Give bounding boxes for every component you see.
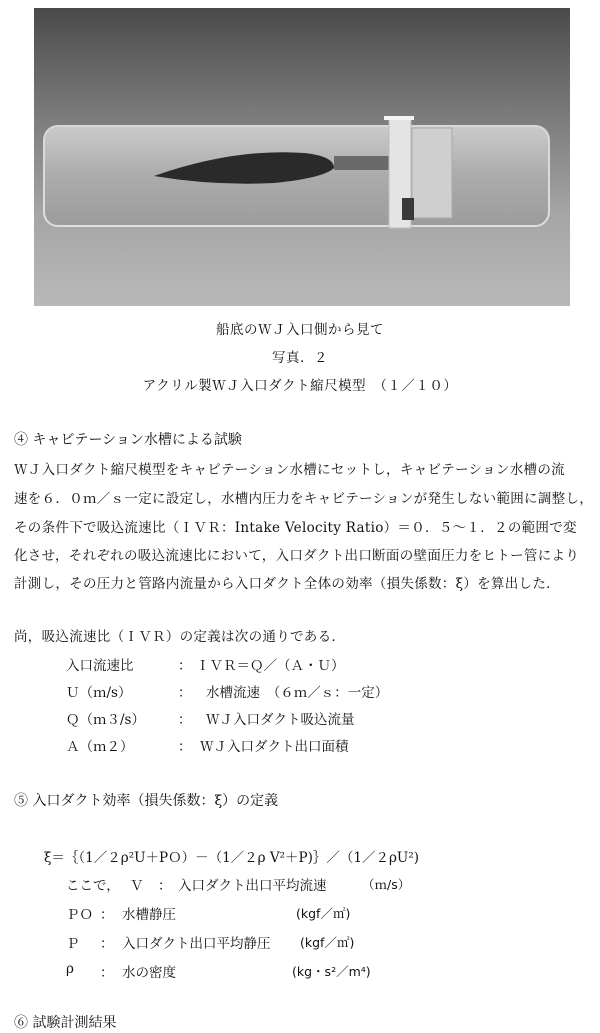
- symbol-rho-desc: 水の密度: [122, 965, 176, 981]
- symbol-p-desc: 入口ダクト出口平均静圧: [122, 936, 271, 952]
- photo-caption-line3: アクリル製ＷＪ入口ダクト縮尺模型 （１／１０）: [142, 378, 458, 394]
- symbol-v: Ｖ: [130, 878, 144, 894]
- symbol-v-colon: ：: [158, 878, 172, 894]
- section4-heading: ④ キャビテーション水槽による試験: [14, 432, 242, 448]
- def-value-q: ＷＪ入口ダクト吸込流量: [206, 712, 355, 728]
- symbol-p: Ｐ: [66, 936, 80, 952]
- symbol-p-colon: ：: [100, 936, 114, 952]
- symbol-v-desc: 入口ダクト出口平均流速: [178, 878, 327, 894]
- def-value-u: 水槽流速 （６ｍ／ｓ：一定）: [206, 685, 389, 701]
- symbol-v-unit: （ｍ/s）: [362, 877, 411, 892]
- def-colon-u: ：: [178, 685, 192, 701]
- photo-caption-line2: 写真．２: [272, 350, 328, 366]
- section4-line-1: ＷＪ入口ダクト縮尺模型をキャビテーション水槽にセットし，キャビテーション水槽の流: [14, 462, 565, 478]
- photo-caption-line1: 船底のＷＪ入口側から見て: [216, 322, 384, 338]
- symbol-rho-colon: ：: [100, 965, 114, 981]
- symbol-rho-unit: (kg・s²／m⁴): [292, 964, 371, 979]
- def-value-ivr: ＩＶＲ＝Ｑ／（Ａ・Ｕ）: [196, 658, 345, 674]
- section6-heading: ⑥ 試験計測結果: [14, 1015, 117, 1031]
- section4-line-2: 速を６．０ｍ／ｓ一定に設定し，水槽内圧力をキャビテーションが発生しない範囲に調整し，: [14, 491, 594, 507]
- def-label-ivr: 入口流速比: [66, 658, 134, 674]
- symbol-p0-colon: ：: [100, 907, 114, 923]
- duct-model-photo: [34, 8, 570, 306]
- photo-illustration: [34, 8, 570, 306]
- section4-line-3: その条件下で吸込流速比（ＩＶＲ：Intake Velocity Ratio）＝０．５～１．２の範囲で変: [14, 520, 577, 536]
- def-value-a: ＷＪ入口ダクト出口面積: [200, 739, 349, 755]
- def-label-q: Ｑ（ｍ３/s）: [66, 712, 145, 728]
- def-colon-ivr: ：: [178, 658, 192, 674]
- section4-line-4: 化させ，それぞれの吸込流速比において，入口ダクト出口断面の壁面圧力をヒトー管により: [14, 548, 580, 564]
- ivr-intro: 尚，吸込流速比（ＩＶＲ）の定義は次の通りである．: [14, 629, 346, 645]
- symbol-rho: ρ: [66, 961, 74, 977]
- def-label-a: Ａ（ｍ２）: [66, 739, 134, 755]
- loss-coefficient-formula: ξ＝｛（1／２ρ²U＋PＯ）－（1／２ρ V²＋P)｝／（1／２ρU²): [44, 850, 419, 866]
- symbol-p0-unit: (kgf／㎡): [296, 906, 351, 921]
- def-label-u: Ｕ（ｍ/s）: [66, 685, 132, 701]
- symbol-p0-desc: 水槽静圧: [122, 907, 176, 923]
- section5-heading: ⑤ 入口ダクト効率（損失係数：ξ）の定義: [14, 793, 279, 809]
- symbol-p0: ＰＯ: [66, 907, 93, 923]
- def-colon-q: ：: [178, 712, 192, 728]
- def-colon-a: ：: [178, 739, 192, 755]
- where-intro: ここで，: [66, 878, 120, 894]
- symbol-p-unit: (kgf／㎡): [300, 935, 355, 950]
- section4-line-5: 計測し，その圧力と管路内流量から入口ダクト全体の効率（損失係数：ξ）を算出した．: [14, 576, 560, 592]
